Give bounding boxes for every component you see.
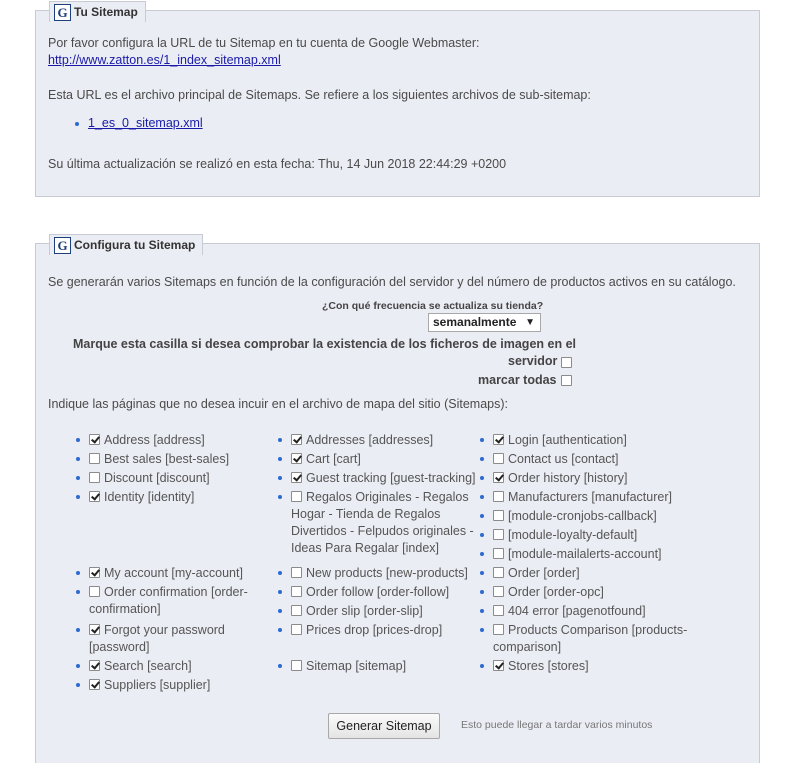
bullet-icon	[278, 664, 282, 668]
mark-all-label: marcar todas	[478, 373, 557, 387]
configure-description: Se generarán varios Sitemaps en función de la configuración del servidor y del número de productos activos en su catálogo.	[48, 275, 736, 289]
page-exclude-checkbox[interactable]	[89, 491, 100, 502]
bullet-icon	[278, 495, 282, 499]
page-exclude-checkbox[interactable]	[291, 567, 302, 578]
page-exclude-label: Ideas Para Regalar [index]	[291, 541, 440, 555]
last-update-text: Su última actualización se realizó en esta fecha: Thu, 14 Jun 2018 22:44:29 +0200	[48, 157, 507, 171]
page-exclude-label: Order history [history]	[508, 471, 628, 485]
frequency-select[interactable]	[428, 313, 541, 332]
frequency-select-value: semanalmente	[433, 315, 517, 329]
bullet-icon	[76, 571, 80, 575]
frequency-label: ¿Con qué frecuencia se actualiza su tienda?	[322, 300, 544, 312]
page-exclude-label: Login [authentication]	[508, 433, 627, 447]
bullet-icon	[278, 590, 282, 594]
page-exclude-checkbox[interactable]	[493, 660, 504, 671]
page-exclude-checkbox[interactable]	[89, 453, 100, 464]
page-exclude-label: Manufacturers [manufacturer]	[508, 490, 672, 504]
bullet-icon	[278, 476, 282, 480]
page-exclude-checkbox[interactable]	[89, 567, 100, 578]
bullet-icon	[278, 457, 282, 461]
page-exclude-label: Forgot your password	[104, 623, 225, 637]
page-exclude-checkbox[interactable]	[291, 605, 302, 616]
bullet-icon	[480, 590, 484, 594]
bullet-icon	[76, 457, 80, 461]
page-exclude-label: Cart [cart]	[306, 452, 361, 466]
page-exclude-checkbox[interactable]	[89, 624, 100, 635]
page-exclude-label: Order confirmation [order-	[104, 585, 248, 599]
sub-sitemap-text: Esta URL es el archivo principal de Sitemaps. Se refiere a los siguientes archivos de sub-sitemap:	[48, 88, 591, 102]
bullet-icon	[75, 122, 79, 126]
page-exclude-label: Divertidos - Felpudos originales -	[291, 524, 474, 538]
page-exclude-checkbox[interactable]	[493, 548, 504, 559]
page-exclude-checkbox[interactable]	[493, 453, 504, 464]
sitemap-intro-text: Por favor configura la URL de tu Sitemap en tu cuenta de Google Webmaster:	[48, 36, 480, 50]
bullet-icon	[76, 628, 80, 632]
page-exclude-checkbox[interactable]	[291, 491, 302, 502]
page-exclude-label: comparison]	[493, 640, 562, 654]
bullet-icon	[480, 514, 484, 518]
image-check-label-line1: Marque esta casilla si desea comprobar la existencia de los ficheros de imagen en el	[73, 337, 576, 351]
bullet-icon	[76, 476, 80, 480]
page-exclude-label: 404 error [pagenotfound]	[508, 604, 646, 618]
bullet-icon	[278, 628, 282, 632]
bullet-icon	[76, 664, 80, 668]
bullet-icon	[278, 609, 282, 613]
page-exclude-checkbox[interactable]	[493, 434, 504, 445]
page-exclude-checkbox[interactable]	[493, 567, 504, 578]
google-logo-icon: G	[54, 4, 71, 21]
page-exclude-label: Stores [stores]	[508, 659, 589, 673]
bullet-icon	[480, 664, 484, 668]
page-exclude-label: Identity [identity]	[104, 490, 195, 504]
page-exclude-label: Sitemap [sitemap]	[306, 659, 407, 673]
page-exclude-label: Regalos Originales - Regalos	[306, 490, 469, 504]
configure-sitemap-legend	[49, 234, 203, 255]
bullet-icon	[480, 476, 484, 480]
page-exclude-label: Order [order-opc]	[508, 585, 604, 599]
sitemap-info-title: Tu Sitemap	[74, 5, 138, 19]
bullet-icon	[480, 438, 484, 442]
google-logo-icon: G	[54, 237, 71, 254]
page-exclude-label: Order follow [order-follow]	[306, 585, 450, 599]
exclude-pages-label: Indique las páginas que no desea incuir en el archivo de mapa del sitio (Sitemaps):	[48, 397, 508, 411]
bullet-icon	[480, 552, 484, 556]
page-exclude-checkbox[interactable]	[89, 660, 100, 671]
page-exclude-label: [module-cronjobs-callback]	[508, 509, 657, 523]
page-exclude-label: Prices drop [prices-drop]	[306, 623, 443, 637]
chevron-down-icon: ▼	[525, 317, 535, 328]
page-exclude-label: [password]	[89, 640, 150, 654]
page-exclude-checkbox[interactable]	[89, 586, 100, 597]
page-exclude-label: Best sales [best-sales]	[104, 452, 230, 466]
bullet-icon	[480, 457, 484, 461]
page-exclude-checkbox[interactable]	[291, 586, 302, 597]
page-exclude-checkbox[interactable]	[291, 434, 302, 445]
page-exclude-label: Discount [discount]	[104, 471, 210, 485]
page-exclude-checkbox[interactable]	[493, 510, 504, 521]
bullet-icon	[480, 628, 484, 632]
bullet-icon	[76, 683, 80, 687]
page-exclude-checkbox[interactable]	[291, 453, 302, 464]
bullet-icon	[76, 438, 80, 442]
page-exclude-label: Contact us [contact]	[508, 452, 619, 466]
bullet-icon	[480, 571, 484, 575]
bullet-icon	[480, 609, 484, 613]
page-exclude-checkbox[interactable]	[493, 605, 504, 616]
page-exclude-checkbox[interactable]	[493, 472, 504, 483]
page-exclude-label: confirmation]	[89, 602, 161, 616]
page-exclude-checkbox[interactable]	[89, 434, 100, 445]
page-exclude-checkbox[interactable]	[291, 660, 302, 671]
page-exclude-label: Order slip [order-slip]	[306, 604, 423, 618]
bullet-icon	[480, 495, 484, 499]
page-exclude-label: [module-loyalty-default]	[508, 528, 638, 542]
generate-sitemap-button[interactable]: Generar Sitemap	[328, 713, 440, 739]
main-sitemap-link[interactable]: http://www.zatton.es/1_index_sitemap.xml	[48, 53, 281, 67]
page-exclude-label: Address [address]	[104, 433, 205, 447]
page-exclude-label: My account [my-account]	[104, 566, 243, 580]
page-exclude-label: Suppliers [supplier]	[104, 678, 211, 692]
page-exclude-label: [module-mailalerts-account]	[508, 547, 662, 561]
page-exclude-checkbox[interactable]	[493, 586, 504, 597]
page-exclude-checkbox[interactable]	[89, 472, 100, 483]
sitemap-info-legend	[49, 1, 146, 22]
sub-sitemap-link[interactable]: 1_es_0_sitemap.xml	[88, 116, 203, 130]
bullet-icon	[76, 590, 80, 594]
bullet-icon	[278, 571, 282, 575]
bullet-icon	[76, 495, 80, 499]
mark-all-checkbox[interactable]	[561, 375, 572, 386]
page-exclude-label: Order [order]	[508, 566, 580, 580]
page-exclude-checkbox[interactable]	[291, 472, 302, 483]
bullet-icon	[278, 438, 282, 442]
image-check-label-line2: servidor	[508, 354, 558, 368]
page-exclude-checkbox[interactable]	[89, 679, 100, 690]
page-exclude-label: Hogar - Tienda de Regalos	[291, 507, 441, 521]
page-exclude-checkbox[interactable]	[493, 491, 504, 502]
image-check-checkbox[interactable]	[561, 357, 572, 368]
page-exclude-label: Search [search]	[104, 659, 192, 673]
page-exclude-label: Addresses [addresses]	[306, 433, 434, 447]
generate-hint: Esto puede llegar a tardar varios minutos	[461, 719, 653, 731]
bullet-icon	[480, 533, 484, 537]
page-exclude-label: Products Comparison [products-	[508, 623, 688, 637]
page-exclude-checkbox[interactable]	[493, 624, 504, 635]
page-exclude-label: New products [new-products]	[306, 566, 468, 580]
configure-sitemap-title: Configura tu Sitemap	[74, 238, 196, 252]
page-exclude-checkbox[interactable]	[291, 624, 302, 635]
page-exclude-label: Guest tracking [guest-tracking]	[306, 471, 476, 485]
page-exclude-checkbox[interactable]	[493, 529, 504, 540]
